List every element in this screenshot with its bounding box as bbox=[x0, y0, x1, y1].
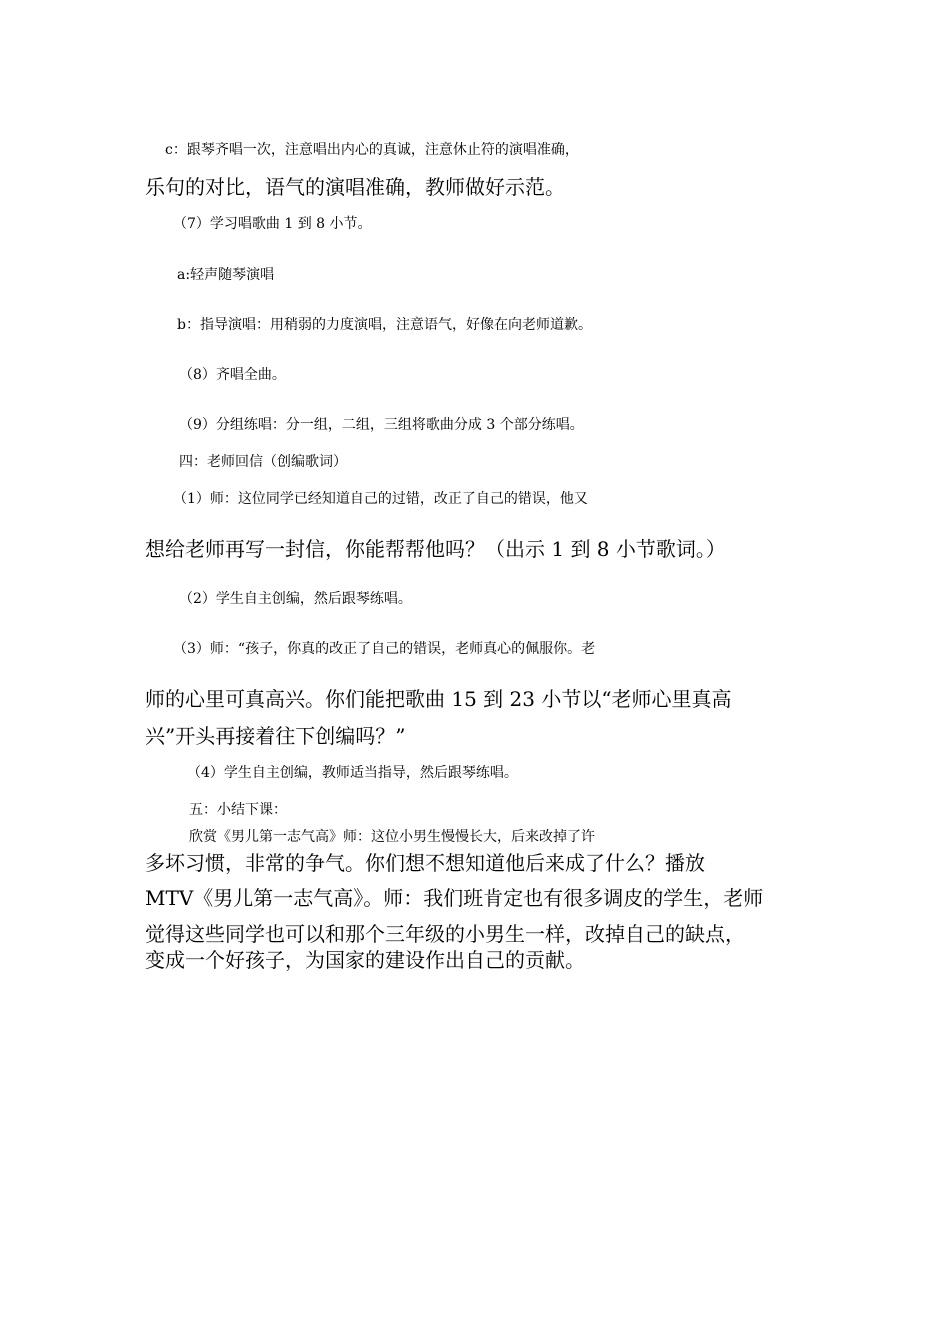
text-line-5-2: 多坏习惯，非常的争气。你们想不想知道他后来成了什么？播放 bbox=[145, 851, 705, 875]
text-line-5-5: 变成一个好孩子，为国家的建设作出自己的贡献。 bbox=[145, 948, 585, 972]
section-heading-5: 五：小结下课： bbox=[189, 802, 287, 818]
text-line-5-1: 欣赏《男儿第一志气高》师：这位小男生慢慢长大，后来改掉了许 bbox=[189, 829, 595, 845]
text-line-4-2: （2）学生自主创编，然后跟琴练唱。 bbox=[179, 591, 412, 607]
text-line-step-9: （9）分组练唱：分一组，二组，三组将歌曲分成 3 个部分练唱。 bbox=[179, 417, 584, 433]
text-line-5-4: 觉得这些同学也可以和那个三年级的小男生一样，改掉自己的缺点， bbox=[145, 922, 745, 946]
text-line-4-1: （1）师：这位同学已经知道自己的过错，改正了自己的错误，他又 bbox=[173, 491, 588, 507]
text-line-4-3-cont: 师的心里可真高兴。你们能把歌曲 15 到 23 小节以“老师心里真高 bbox=[145, 687, 732, 711]
text-line-5-3: MTV《男儿第一志气高》。师：我们班肯定也有很多调皮的学生，老师 bbox=[145, 886, 764, 910]
section-heading-4: 四：老师回信（创编歌词） bbox=[179, 454, 347, 470]
text-line-b: b：指导演唱：用稍弱的力度演唱，注意语气，好像在向老师道歉。 bbox=[177, 317, 592, 333]
text-line-step-7: （7）学习唱歌曲 1 到 8 小节。 bbox=[173, 216, 372, 232]
text-line-c-step: c：跟琴齐唱一次，注意唱出内心的真诚，注意休止符的演唱准确， bbox=[165, 142, 579, 158]
text-line-4-3-cont2: 兴”开头再接着往下创编吗？” bbox=[145, 724, 406, 748]
text-line-4-4: （4）学生自主创编，教师适当指导，然后跟琴练唱。 bbox=[187, 765, 518, 781]
text-line-step-8: （8）齐唱全曲。 bbox=[179, 367, 286, 383]
text-line-a: a:轻声随琴演唱 bbox=[177, 267, 275, 283]
text-line-c-step-cont: 乐句的对比，语气的演唱准确，教师做好示范。 bbox=[145, 175, 565, 199]
text-line-4-3: （3）师：“孩子，你真的改正了自己的错误，老师真心的佩服你。老 bbox=[173, 641, 596, 657]
text-line-4-1-cont: 想给老师再写一封信，你能帮帮他吗？（出示 1 到 8 小节歌词。） bbox=[145, 537, 726, 561]
